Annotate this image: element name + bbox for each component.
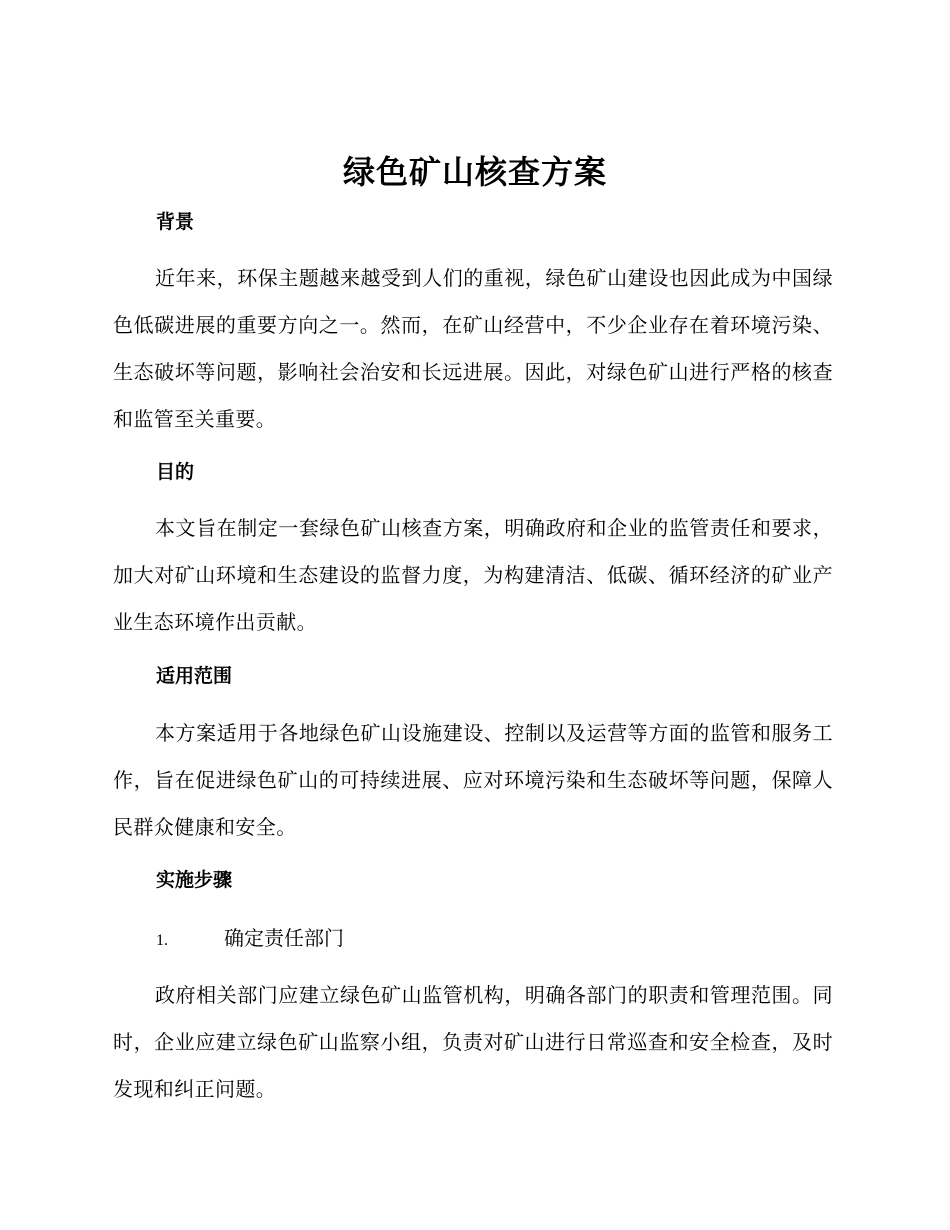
section-heading-background: 背景 — [156, 211, 195, 233]
section-heading-scope: 适用范围 — [156, 665, 233, 687]
step-number: 1. — [156, 932, 168, 949]
step-paragraph: 政府相关部门应建立绿色矿山监管机构，明确各部门的职责和管理范围。同时，企业应建立绿色矿山监察小组，负责对矿山进行日常巡查和安全检查，及时发现和纠正问题。 — [113, 983, 833, 1101]
section-heading-steps: 实施步骤 — [156, 869, 233, 891]
section-heading-purpose: 目的 — [156, 461, 195, 483]
document-title: 绿色矿山核查方案 — [342, 153, 607, 191]
section-paragraph-purpose: 本文旨在制定一套绿色矿山核查方案，明确政府和企业的监管责任和要求，加大对矿山环境和生态建设的监督力度，为构建清洁、低碳、循环经济的矿业产业生态环境作出贡献。 — [113, 516, 833, 634]
step-label: 确定责任部门 — [224, 926, 344, 950]
section-paragraph-background: 近年来，环保主题越来越受到人们的重视，绿色矿山建设也因此成为中国绿色低碳进展的重要方向之一。然而，在矿山经营中，不少企业存在着环境污染、生态破坏等问题，影响社会治安和长远进展。因此，对绿色矿山进行严格的核查和监管至关重要。 — [113, 266, 833, 431]
section-paragraph-scope: 本方案适用于各地绿色矿山设施建设、控制以及运营等方面的监管和服务工作，旨在促进绿色矿山的可持续进展、应对环境污染和生态破坏等问题，保障人民群众健康和安全。 — [113, 721, 833, 839]
step-item — [156, 924, 344, 955]
